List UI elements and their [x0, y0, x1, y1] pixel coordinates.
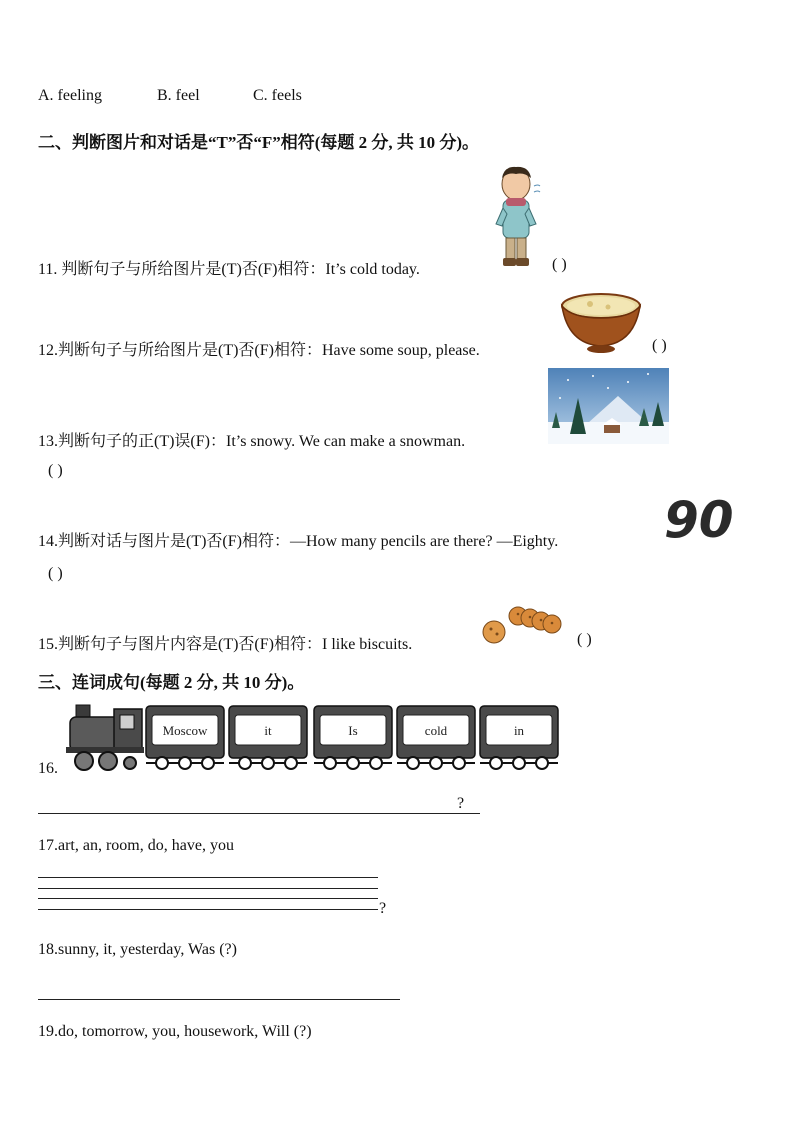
- q16-answer-line[interactable]: [38, 813, 480, 814]
- section2-heading: 二、判断图片和对话是“T”否“F”相符(每题 2 分, 共 10 分)。: [38, 133, 480, 152]
- question-14-answer[interactable]: ( ): [48, 565, 63, 582]
- question-12-text: 12.判断句子与所给图片是(T)否(F)相符：Have some soup, please.: [38, 342, 480, 359]
- question-16-number: 16.: [38, 760, 58, 777]
- train-word-5: in: [513, 723, 525, 738]
- train-car-5: [480, 706, 558, 769]
- train-car-2: [229, 706, 307, 769]
- q17-answer-line-4[interactable]: [38, 909, 378, 910]
- section3-heading: 三、连词成句(每题 2 分, 共 10 分)。: [38, 673, 305, 692]
- question-17-text: 17.art, an, room, do, have, you: [38, 837, 234, 854]
- option-a: A. feeling: [38, 87, 102, 104]
- question-19-text: 19.do, tomorrow, you, housework, Will (?): [38, 1023, 312, 1040]
- soup-bowl-picture: [560, 292, 642, 354]
- train-word-2: it: [264, 723, 272, 738]
- train-word-1: Moscow: [162, 723, 208, 738]
- number-ninety-picture: 90: [664, 491, 734, 549]
- option-c: C. feels: [253, 87, 302, 104]
- q17-answer-line-2[interactable]: [38, 888, 378, 889]
- q17-question-mark: ?: [379, 900, 387, 917]
- question-13-text: 13.判断句子的正(T)误(F)：It’s snowy. We can make a snowman.: [38, 433, 466, 450]
- question-12-answer[interactable]: ( ): [652, 337, 667, 354]
- train-car-4: [397, 706, 475, 769]
- question-18-text: 18.sunny, it, yesterday, Was (?): [38, 941, 237, 958]
- option-b: B. feel: [157, 87, 200, 104]
- train-word-3: Is: [348, 723, 358, 738]
- question-13-answer[interactable]: ( ): [48, 462, 63, 479]
- cold-boy-picture: [494, 164, 542, 272]
- question-11-text: 11. 判断句子与所给图片是(T)否(F)相符：It’s cold today.: [38, 261, 420, 278]
- train-car-1: [146, 706, 224, 769]
- train-car-3: [314, 706, 392, 769]
- q16-question-mark: ?: [457, 795, 465, 812]
- word-train-picture: [64, 703, 564, 775]
- snowy-landscape-picture: [548, 368, 669, 444]
- question-15-answer[interactable]: ( ): [577, 631, 592, 648]
- q18-answer-line[interactable]: [38, 999, 400, 1000]
- question-15-text: 15.判断句子与图片内容是(T)否(F)相符：I like biscuits.: [38, 636, 413, 653]
- train-word-4: cold: [424, 723, 448, 738]
- biscuits-picture: [482, 604, 564, 646]
- train-engine: [66, 705, 144, 770]
- question-11-answer[interactable]: ( ): [552, 256, 567, 273]
- q17-answer-line-3[interactable]: [38, 898, 378, 899]
- question-14-text: 14.判断对话与图片是(T)否(F)相符：—How many pencils are there? —Eighty.: [38, 533, 559, 550]
- q17-answer-line-1[interactable]: [38, 877, 378, 878]
